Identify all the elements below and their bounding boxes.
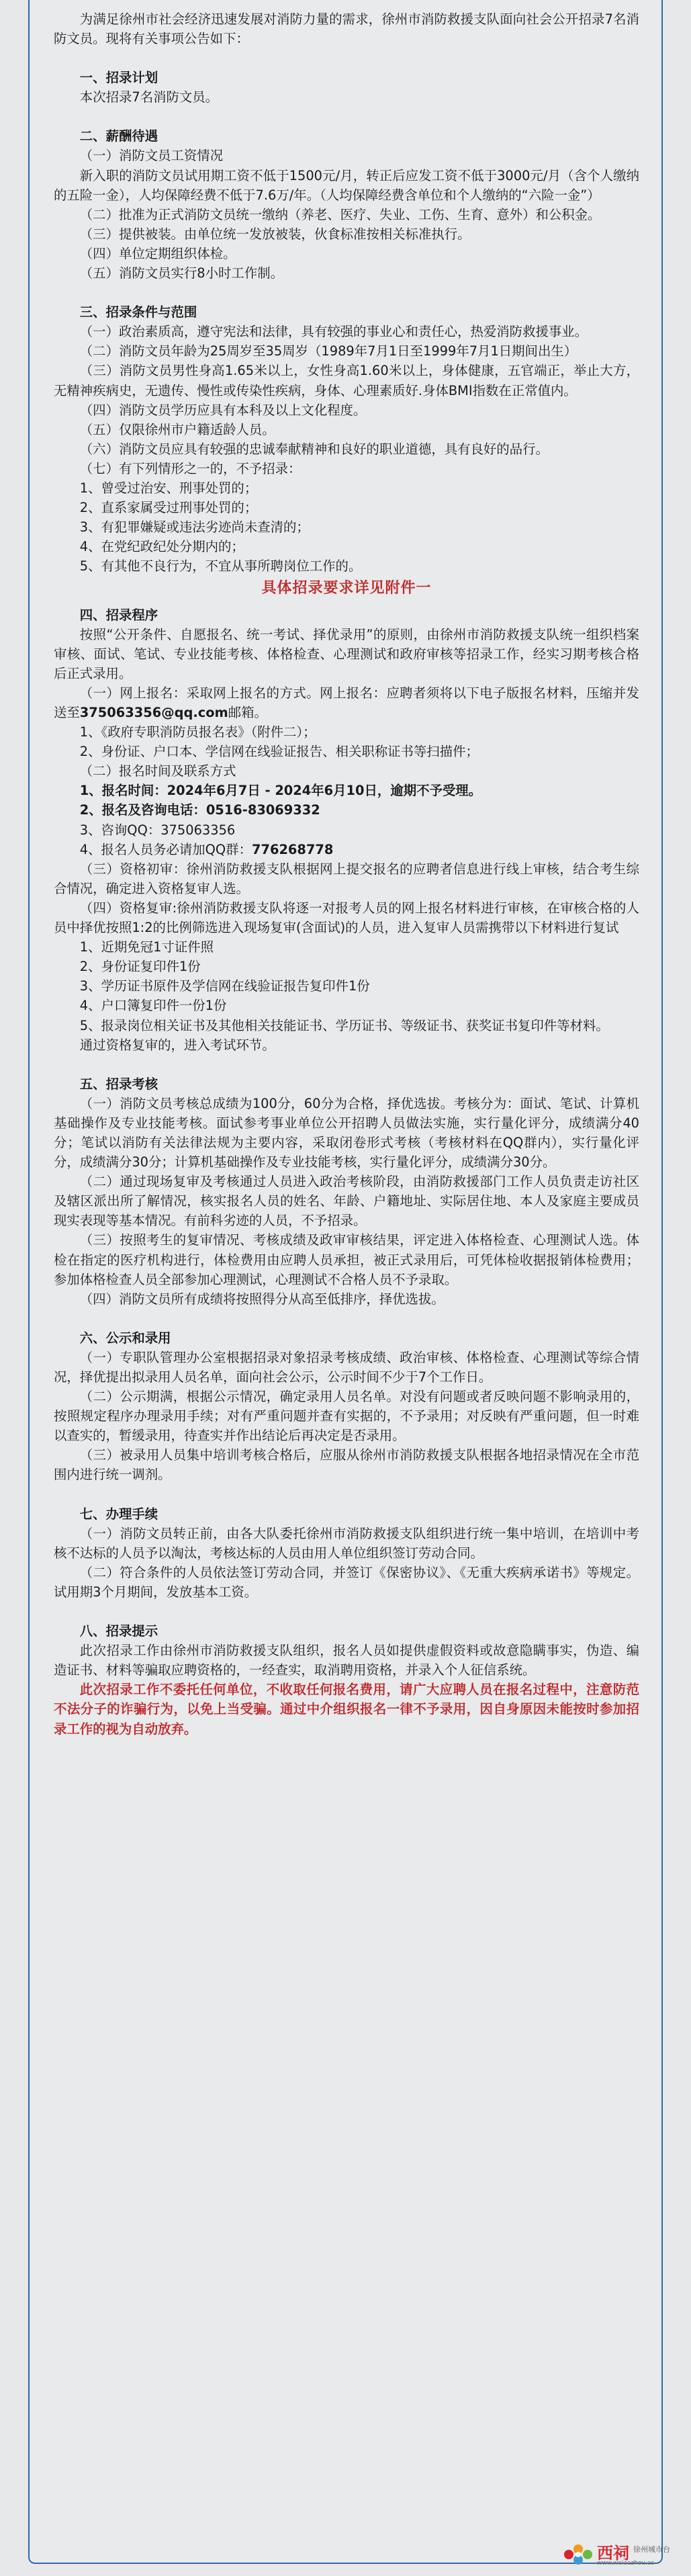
paragraph: （二）公示期满，根据公示情况，确定录用人员名单。对没有问题或者反映问题不影响录用的，按照规定程序办理录用手续；对有严重问题并查有实据的，不予录用；对反映有严重问题，但一时难以查实的，暂缓录用，待查实并作出结论后再决定是否录用。	[54, 1389, 639, 1444]
paragraph: （三）提供被装。由单位统一发放被装，伙食标准按相关标准执行。	[79, 226, 471, 242]
section-title-conditions: 三、招录条件与范围	[79, 304, 197, 320]
paragraph: （二）消防文员年龄为25周岁至35周岁（1989年7月1日至1999年7月1日期间出生）	[79, 343, 578, 359]
paragraph: （三）资格初审：徐州消防救援支队根据网上提交报名的应聘者信息进行线上审核，结合考生综合情况，确定进入资格复审人选。	[54, 861, 639, 896]
list-item: 5、报录岗位相关证书及其他相关技能证书、学历证书、等级证书、获奖证书复印件等材料。	[79, 1017, 609, 1033]
paragraph: 此次招录工作由徐州市消防救援支队组织，报名人员如提供虚假资料或故意隐瞒事实，伪造、编造证书、材料等骗取应聘资格的，一经查实，取消聘用资格，并录入个人征信系统。	[54, 1643, 639, 1678]
paragraph: （一）消防文员转正前，由各大队委托徐州市消防救援支队组织进行统一集中培训，在培训中考核不达标的人员予以淘汰，考核达标的人员由用人单位组织签订劳动合同。	[54, 1525, 639, 1561]
paragraph: （一）专职队管理办公室根据招录对象招录考核成绩、政治审核、体格检查、心理测试等综合情况，择优提出拟录用人员名单，面向社会公示，公示时间不少于7个工作日。	[54, 1349, 639, 1385]
list-item: 4、在党纪政纪处分期内的；	[79, 539, 244, 555]
paragraph: （一）政治素质高，遵守宪法和法律，具有较强的事业心和责任心，热爱消防救援事业。	[79, 324, 588, 340]
paragraph: 本次招录7名消防文员。	[79, 89, 219, 105]
paragraph: （五）消防文员实行8小时工作制。	[79, 265, 283, 282]
intro-paragraph: 为满足徐州市社会经济迅速发展对消防力量的需求，徐州市消防救援支队面向社会公开招录7名消防文员。现将有关事项公告如下：	[54, 11, 639, 47]
paragraph: （六）消防文员应具有较强的忠诚奉献精神和良好的职业道德，具有良好的品行。	[79, 441, 549, 457]
qq-group-number: 776268778	[251, 841, 334, 857]
email-address[interactable]: 375063356@qq.com	[79, 705, 228, 720]
paragraph: （一）网上报名：采取网上报名的方式。网上报名：应聘者须将以下电子版报名材料，压缩并发送至375063356@qq.com邮箱。	[54, 685, 639, 720]
list-item: 1、报名时间：2024年6月7日 - 2024年6月10日，逾期不予受理。	[79, 783, 482, 799]
section-title-formalities: 七、办理手续	[79, 1506, 158, 1522]
xici-watermark-logo	[554, 2534, 682, 2572]
list-item: 3、咨询QQ：375063356	[79, 822, 236, 838]
section-title-procedure: 四、招录程序	[79, 607, 158, 623]
section-title-salary: 二、薪酬待遇	[79, 128, 158, 144]
section-title-publicity: 六、公示和录用	[79, 1330, 171, 1346]
paragraph: （五）仅限徐州市户籍适龄人员。	[79, 421, 275, 437]
warning-paragraph: 此次招录工作不委托任何单位，不收取任何报名费用，请广大应聘人员在报名过程中，注意防范不法分子的诈骗行为，以免上当受骗。通过中介组织报名一律不予录用，因自身原因未能按时参加招录工作的视为自动放弃。	[54, 1682, 639, 1737]
paragraph: （四）消防文员学历应具有本科及以上文化程度。	[79, 402, 367, 418]
highlight-see-attachment: 具体招录要求详见附件一	[261, 580, 432, 597]
registration-period: 2024年6月7日 - 2024年6月10日，逾期不予受理。	[167, 783, 482, 799]
section-title-notice: 八、招录提示	[79, 1623, 158, 1639]
list-item: 4、报名人员务必请加QQ群：776268778	[79, 841, 334, 857]
list-item: 1、曾受过治安、刑事处罚的；	[79, 480, 258, 496]
paragraph: （四）单位定期组织体检。	[79, 245, 236, 261]
paragraph: （四）资格复审:徐州消防救援支队将逐一对报考人员的网上报名材料进行审核，在审核合格的人员中择优按照1:2的比例筛选进入现场复审(含面试)的人员，进入复审人员需携带以下材料进行复试	[54, 900, 639, 936]
paragraph: （一）消防文员考核总成绩为100分，60分为合格，择优选拔。考核分为：面试、笔试、计算机基础操作及专业技能考核。面试参考事业单位公开招聘人员做法实施，实行量化评分，成绩满分40分；笔试以消防有关法律法规为主要内容，采取闭卷形式考核（考核材料在QQ群内），实行量化评分，成绩满分30分；计算机基础操作及专业技能考核，实行量化评分，成绩满分30分。	[54, 1095, 639, 1170]
list-item: 3、有犯罪嫌疑或违法劣迹尚未查清的；	[79, 519, 310, 535]
list-item: 1、近期免冠1寸证件照	[79, 939, 214, 955]
paragraph: 新入职的消防文员试用期工资不低于1500元/月，转正后应发工资不低于3000元/月（含个人缴纳的五险一金），人均保障经费不低于7.6万/年。（人均保障经费含单位和个人缴纳的“六险一金”）	[54, 167, 639, 203]
paragraph: 按照“公开条件、自愿报名、统一考试、择优录用”的原则，由徐州市消防救援支队统一组织档案审核、面试、笔试、专业技能考核、体格检查、心理测试和政府审核等招录工作，经实习期考核合格后正式录用。	[54, 626, 639, 681]
section-title-plan: 一、招录计划	[79, 70, 158, 86]
list-item: 4、户口簿复印件一份1份	[79, 998, 227, 1014]
list-item: 2、直系家属受过刑事处罚的；	[79, 500, 258, 516]
announcement-content	[54, 9, 639, 1739]
paragraph: （七）有下列情形之一的，不予招录：	[79, 460, 302, 476]
list-item: 1、《政府专职消防员报名表》（附件二）；	[79, 724, 316, 740]
watermark-url: www.xiciaazhou.as	[597, 2560, 655, 2567]
paragraph: 通过资格复审的，进入考试环节。	[79, 1037, 275, 1053]
phone-number: 0516-83069332	[205, 802, 320, 818]
list-item: 2、报名及咨询电话：0516-83069332	[79, 802, 320, 818]
list-item: 2、身份证复印件1份	[79, 959, 201, 975]
paragraph: （一）消防文员工资情况	[79, 148, 224, 164]
paragraph: （二）批准为正式消防文员统一缴纳（养老、医疗、失业、工伤、生育、意外）和公积金。	[79, 206, 601, 222]
paragraph: （二）通过现场复审及考核通过人员进入政治考核阶段，由消防救援部门工作人员负责走访社区及辖区派出所了解情况，核实报名人员的姓名、年龄、户籍地址、实际居住地、本人及家庭主要成员现实表现等基本情况。有前科劣迹的人员，不予招录。	[54, 1174, 639, 1229]
list-item: 5、有其他不良行为，不宜从事所聘岗位工作的。	[79, 558, 362, 574]
list-item: 2、身份证、户口本、学信网在线验证报告、相关职称证书等扫描件；	[79, 744, 479, 760]
section-title-assessment: 五、招录考核	[79, 1076, 158, 1092]
paragraph: （二）报名时间及联系方式	[79, 763, 236, 779]
paragraph: （二）符合条件的人员依法签订劳动合同，并签订《保密协议》、《无重大疾病承诺书》等规定。试用期3个月期间，发放基本工资。	[54, 1564, 639, 1600]
paragraph: （四）消防文员所有成绩将按照得分从高至低排序，择优选拔。	[79, 1291, 445, 1307]
paragraph: （三）按照考生的复审情况、考核成绩及政审审核结果，评定进入体格检查、心理测试人选。体检在指定的医疗机构进行，体检费用由应聘人员承担，被正式录用后，可凭体检收据报销体检费用；参加体格检查人员全部参加心理测试，心理测试不合格人员不予录取。	[54, 1232, 639, 1287]
paragraph: （三）被录用人员集中培训考核合格后，应服从徐州市消防救援支队根据各地招录情况在全市范围内进行统一调剂。	[54, 1447, 639, 1483]
watermark-main-text: 西祠	[597, 2544, 629, 2563]
paragraph: （三）消防文员男性身高1.65米以上，女性身高1.60米以上，身体健康，五官端正，举止大方，无精神疾病史，无遗传、慢性或传染性疾病，身体、心理素质好.身体BMI指数在正常值内。	[54, 363, 639, 398]
list-item: 3、学历证书原件及学信网在线验证报告复印件1份	[79, 978, 370, 994]
watermark-sub-text: 徐州城市台	[633, 2545, 670, 2554]
